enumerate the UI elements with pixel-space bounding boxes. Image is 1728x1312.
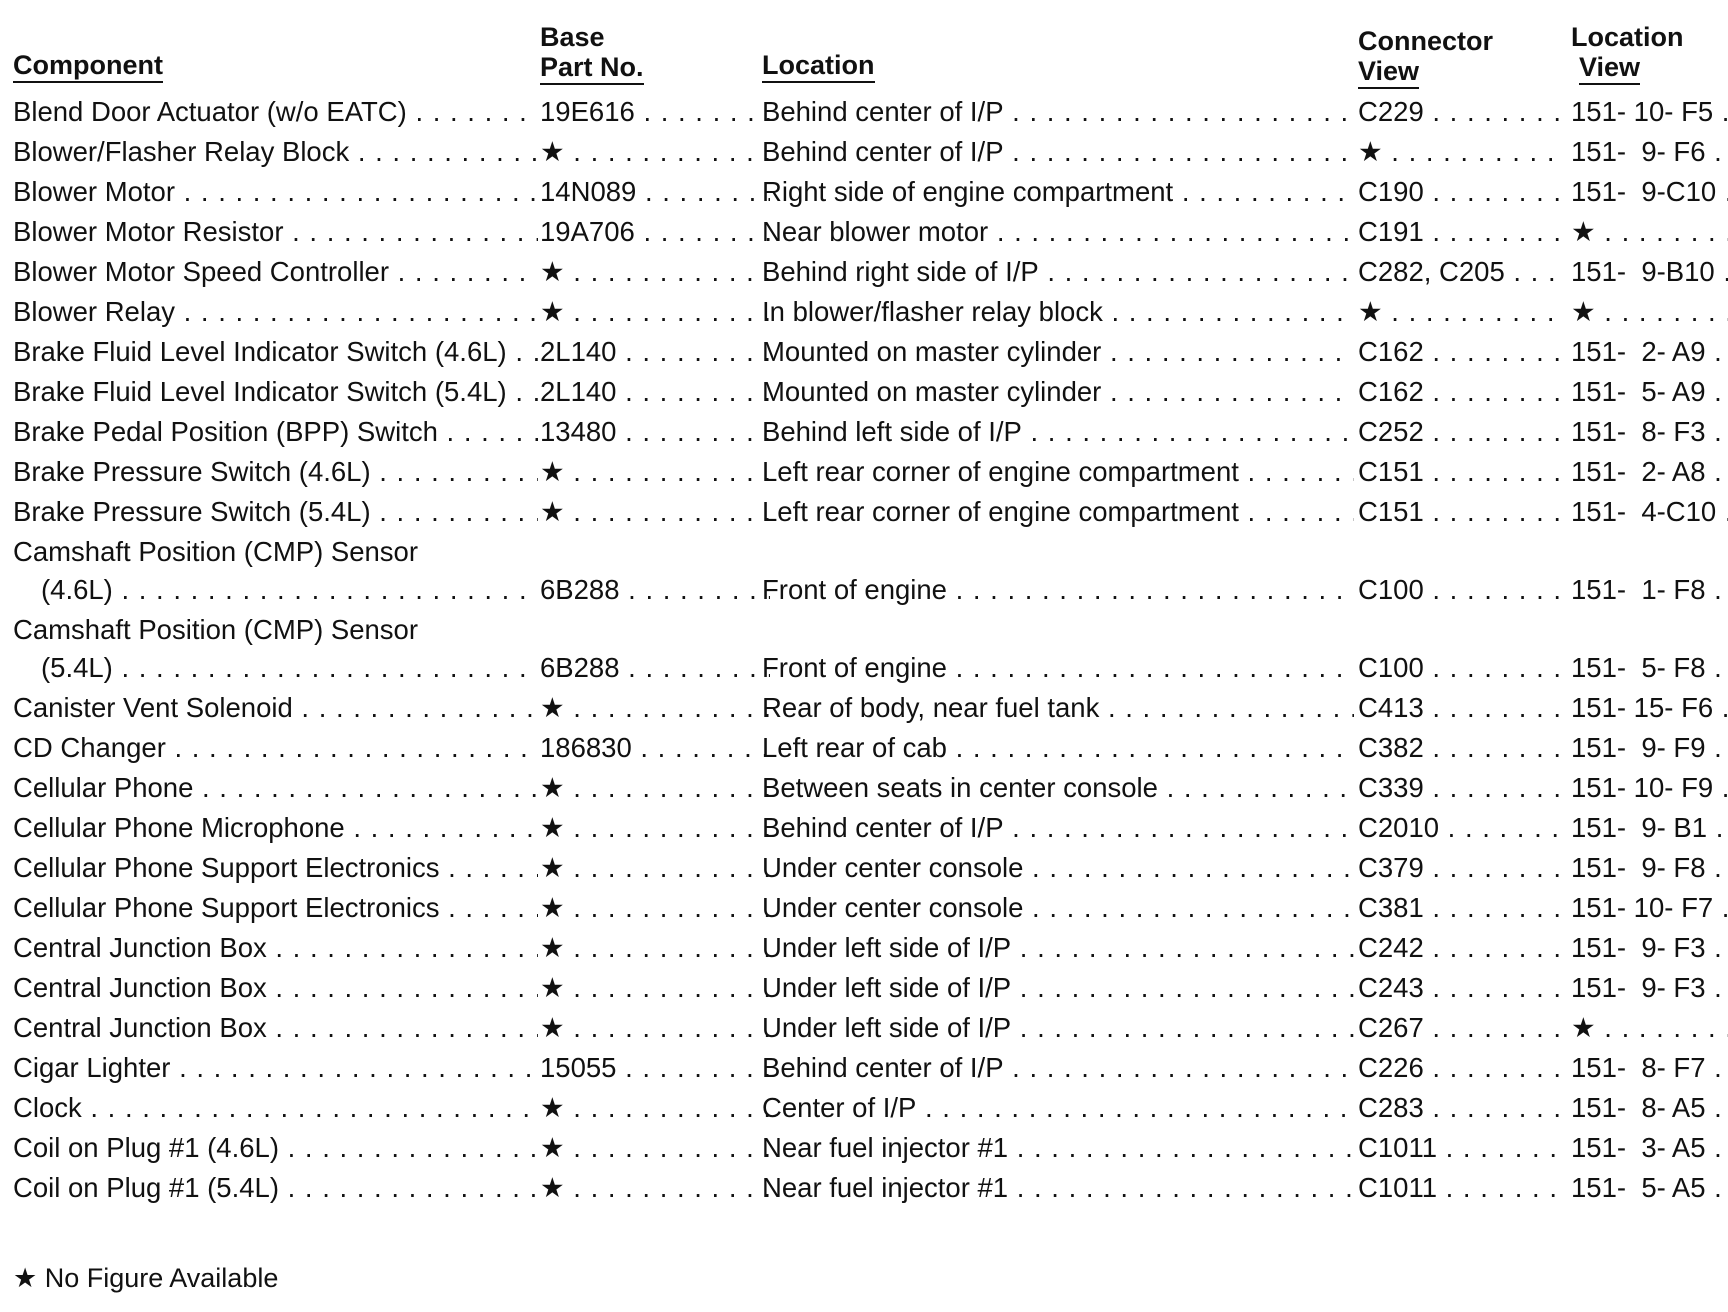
component-name: Central Junction Box . . . <box>13 972 538 1004</box>
table-row <box>13 692 1725 728</box>
connector-view: C190 . . . <box>1358 176 1566 208</box>
table-row <box>13 216 1725 252</box>
component-name: Clock . . . <box>13 1092 538 1124</box>
header-location-view: Location View <box>1571 22 1728 85</box>
connector-view: C243 . . . <box>1358 972 1566 1004</box>
component-name: Coil on Plug #1 (5.4L) . . . <box>13 1172 538 1204</box>
connector-view: C2010 . . . <box>1358 812 1566 844</box>
table-row <box>13 852 1725 888</box>
location-view: 151- 9-C10 . . . <box>1571 176 1728 208</box>
base-part-number: ★ . . . <box>540 772 770 804</box>
connector-view: C100 . . . <box>1358 574 1566 606</box>
connector-view: C381 . . . <box>1358 892 1566 924</box>
base-part-number: 186830 . . . <box>540 732 770 764</box>
component-name: CD Changer . . . <box>13 732 538 764</box>
component-name: Blend Door Actuator (w/o EATC) . . . <box>13 96 538 128</box>
component-name: Cellular Phone Microphone . . . <box>13 812 538 844</box>
location-view: 151- 4-C10 . . . <box>1571 496 1728 528</box>
location-text: Under left side of I/P . . . <box>762 972 1354 1004</box>
location-text: Near blower motor . . . <box>762 216 1354 248</box>
location-text: Behind center of I/P . . . <box>762 812 1354 844</box>
base-part-number: ★ . . . <box>540 852 770 884</box>
connector-view: C282, C205 . . . <box>1358 256 1566 288</box>
base-part-number: 19A706 . . . <box>540 216 770 248</box>
location-view: 151- 9- F3 . . . <box>1571 932 1728 964</box>
connector-view: C151 . . . <box>1358 456 1566 488</box>
component-name: Blower/Flasher Relay Block . . . <box>13 136 538 168</box>
component-name: Cigar Lighter . . . <box>13 1052 538 1084</box>
location-text: Under left side of I/P . . . <box>762 932 1354 964</box>
table-row <box>13 1092 1725 1128</box>
location-view: 151- 1- F8 . . . <box>1571 574 1728 606</box>
component-name: Brake Pressure Switch (4.6L) . . . <box>13 456 538 488</box>
table-row <box>13 732 1725 768</box>
connector-view: C1011 . . . <box>1358 1132 1566 1164</box>
location-view: ★ . . . <box>1571 296 1728 328</box>
component-name: Brake Fluid Level Indicator Switch (5.4L) . . . <box>13 376 538 408</box>
connector-view: C382 . . . <box>1358 732 1566 764</box>
component-name: Cellular Phone Support Electronics . . . <box>13 852 538 884</box>
header-connector-view: Connector View <box>1358 26 1566 89</box>
table-row <box>13 296 1725 332</box>
location-view: 151- 2- A9 . . . <box>1571 336 1728 368</box>
footnote: ★ No Figure Available <box>13 1263 279 1293</box>
table-row <box>13 614 1725 692</box>
table-row <box>13 256 1725 292</box>
component-name: Blower Relay . . . <box>13 296 538 328</box>
connector-view: C191 . . . <box>1358 216 1566 248</box>
table-row <box>13 96 1725 132</box>
connector-view: C229 . . . <box>1358 96 1566 128</box>
base-part-number: 2L140 . . . <box>540 336 770 368</box>
location-text: Behind left side of I/P . . . <box>762 416 1354 448</box>
table-row <box>13 136 1725 172</box>
location-text: Left rear corner of engine compartment . . . <box>762 496 1354 528</box>
component-name: Brake Pedal Position (BPP) Switch . . . <box>13 416 538 448</box>
location-text: Behind center of I/P . . . <box>762 96 1354 128</box>
connector-view: C1011 . . . <box>1358 1172 1566 1204</box>
table-row <box>13 932 1725 968</box>
location-text: Left rear of cab . . . <box>762 732 1354 764</box>
base-part-number: 13480 . . . <box>540 416 770 448</box>
location-text: Left rear corner of engine compartment . . . <box>762 456 1354 488</box>
base-part-number: ★ . . . <box>540 296 770 328</box>
component-name-continued: (5.4L) . . . <box>13 652 538 684</box>
table-row <box>13 376 1725 412</box>
component-name: Blower Motor Speed Controller . . . <box>13 256 538 288</box>
component-name: Coil on Plug #1 (4.6L) . . . <box>13 1132 538 1164</box>
location-view: 151- 9- F9 . . . <box>1571 732 1728 764</box>
base-part-number: 19E616 . . . <box>540 96 770 128</box>
connector-view: C339 . . . <box>1358 772 1566 804</box>
base-part-number: ★ . . . <box>540 136 770 168</box>
connector-view: C162 . . . <box>1358 376 1566 408</box>
location-text: Behind center of I/P . . . <box>762 1052 1354 1084</box>
location-view: 151- 8- F3 . . . <box>1571 416 1728 448</box>
table-row <box>13 336 1725 372</box>
location-text: Mounted on master cylinder . . . <box>762 376 1354 408</box>
location-text: Between seats in center console . . . <box>762 772 1354 804</box>
location-view: 151- 9- B1 . . . <box>1571 812 1728 844</box>
location-view: 151- 10- F5 . . . <box>1571 96 1728 128</box>
connector-view: C379 . . . <box>1358 852 1566 884</box>
table-row <box>13 1012 1725 1048</box>
location-text: Right side of engine compartment . . . <box>762 176 1354 208</box>
location-text: Behind center of I/P . . . <box>762 136 1354 168</box>
component-name: Blower Motor . . . <box>13 176 538 208</box>
base-part-number: ★ . . . <box>540 1012 770 1044</box>
location-view: 151- 15- F6 . . . <box>1571 692 1728 724</box>
location-view: ★ . . . <box>1571 216 1728 248</box>
base-part-number: ★ . . . <box>540 1172 770 1204</box>
base-part-number: ★ . . . <box>540 812 770 844</box>
component-name: Central Junction Box . . . <box>13 932 538 964</box>
location-text: Center of I/P . . . <box>762 1092 1354 1124</box>
component-name: Camshaft Position (CMP) Sensor <box>13 536 418 567</box>
location-view: 151- 8- F7 . . . <box>1571 1052 1728 1084</box>
table-row <box>13 1132 1725 1168</box>
base-part-number: ★ . . . <box>540 496 770 528</box>
table-row <box>13 456 1725 492</box>
location-view: 151- 5- A5 . . . <box>1571 1172 1728 1204</box>
connector-view: C100 . . . <box>1358 652 1566 684</box>
table-row <box>13 1052 1725 1088</box>
table-row <box>13 892 1725 928</box>
base-part-number: 6B288 . . . <box>540 574 770 606</box>
base-part-number: 6B288 . . . <box>540 652 770 684</box>
table-row <box>13 536 1725 614</box>
location-view: 151- 2- A8 . . . <box>1571 456 1728 488</box>
location-text: Under left side of I/P . . . <box>762 1012 1354 1044</box>
header-component: Component <box>13 50 538 83</box>
connector-view: C267 . . . <box>1358 1012 1566 1044</box>
location-text: Rear of body, near fuel tank . . . <box>762 692 1354 724</box>
table-row <box>13 772 1725 808</box>
base-part-number: 14N089 . . . <box>540 176 770 208</box>
location-view: 151- 9- F6 . . . <box>1571 136 1728 168</box>
base-part-number: ★ . . . <box>540 692 770 724</box>
location-view: 151- 9-B10 . . . <box>1571 256 1728 288</box>
location-text: Front of engine . . . <box>762 574 1354 606</box>
table-row <box>13 972 1725 1008</box>
base-part-number: 15055 . . . <box>540 1052 770 1084</box>
table-row <box>13 812 1725 848</box>
component-name: Cellular Phone . . . <box>13 772 538 804</box>
base-part-number: ★ . . . <box>540 972 770 1004</box>
table-row <box>13 176 1725 212</box>
table-row <box>13 1172 1725 1208</box>
connector-view: ★ . . . <box>1358 136 1566 168</box>
header-base-part-no: Base Part No. <box>540 22 770 85</box>
header-location: Location <box>762 50 1354 83</box>
location-view: 151- 10- F9 . . . <box>1571 772 1728 804</box>
location-view: 151- 9- F3 . . . <box>1571 972 1728 1004</box>
base-part-number: ★ . . . <box>540 1092 770 1124</box>
table-row <box>13 496 1725 532</box>
component-name-continued: (4.6L) . . . <box>13 574 538 606</box>
component-name: Blower Motor Resistor . . . <box>13 216 538 248</box>
location-view: 151- 3- A5 . . . <box>1571 1132 1728 1164</box>
location-view: 151- 5- F8 . . . <box>1571 652 1728 684</box>
connector-view: ★ . . . <box>1358 296 1566 328</box>
base-part-number: 2L140 . . . <box>540 376 770 408</box>
connector-view: C413 . . . <box>1358 692 1566 724</box>
connector-view: C151 . . . <box>1358 496 1566 528</box>
location-text: Under center console . . . <box>762 892 1354 924</box>
location-text: In blower/flasher relay block . . . <box>762 296 1354 328</box>
location-text: Near fuel injector #1 . . . <box>762 1172 1354 1204</box>
base-part-number: ★ . . . <box>540 456 770 488</box>
component-name: Central Junction Box . . . <box>13 1012 538 1044</box>
location-text: Front of engine . . . <box>762 652 1354 684</box>
base-part-number: ★ . . . <box>540 892 770 924</box>
location-view: 151- 5- A9 . . . <box>1571 376 1728 408</box>
component-name: Canister Vent Solenoid . . . <box>13 692 538 724</box>
connector-view: C162 . . . <box>1358 336 1566 368</box>
component-name: Camshaft Position (CMP) Sensor <box>13 614 418 645</box>
location-view: 151- 8- A5 . . . <box>1571 1092 1728 1124</box>
location-text: Under center console . . . <box>762 852 1354 884</box>
connector-view: C283 . . . <box>1358 1092 1566 1124</box>
component-name: Cellular Phone Support Electronics . . . <box>13 892 538 924</box>
location-view: ★ . . . <box>1571 1012 1728 1044</box>
connector-view: C226 . . . <box>1358 1052 1566 1084</box>
component-name: Brake Fluid Level Indicator Switch (4.6L) . . . <box>13 336 538 368</box>
base-part-number: ★ . . . <box>540 256 770 288</box>
location-text: Behind right side of I/P . . . <box>762 256 1354 288</box>
connector-view: C242 . . . <box>1358 932 1566 964</box>
component-name: Brake Pressure Switch (5.4L) . . . <box>13 496 538 528</box>
base-part-number: ★ . . . <box>540 932 770 964</box>
location-view: 151- 9- F8 . . . <box>1571 852 1728 884</box>
location-text: Near fuel injector #1 . . . <box>762 1132 1354 1164</box>
base-part-number: ★ . . . <box>540 1132 770 1164</box>
connector-view: C252 . . . <box>1358 416 1566 448</box>
location-view: 151- 10- F7 . . . <box>1571 892 1728 924</box>
location-text: Mounted on master cylinder . . . <box>762 336 1354 368</box>
table-row <box>13 416 1725 452</box>
